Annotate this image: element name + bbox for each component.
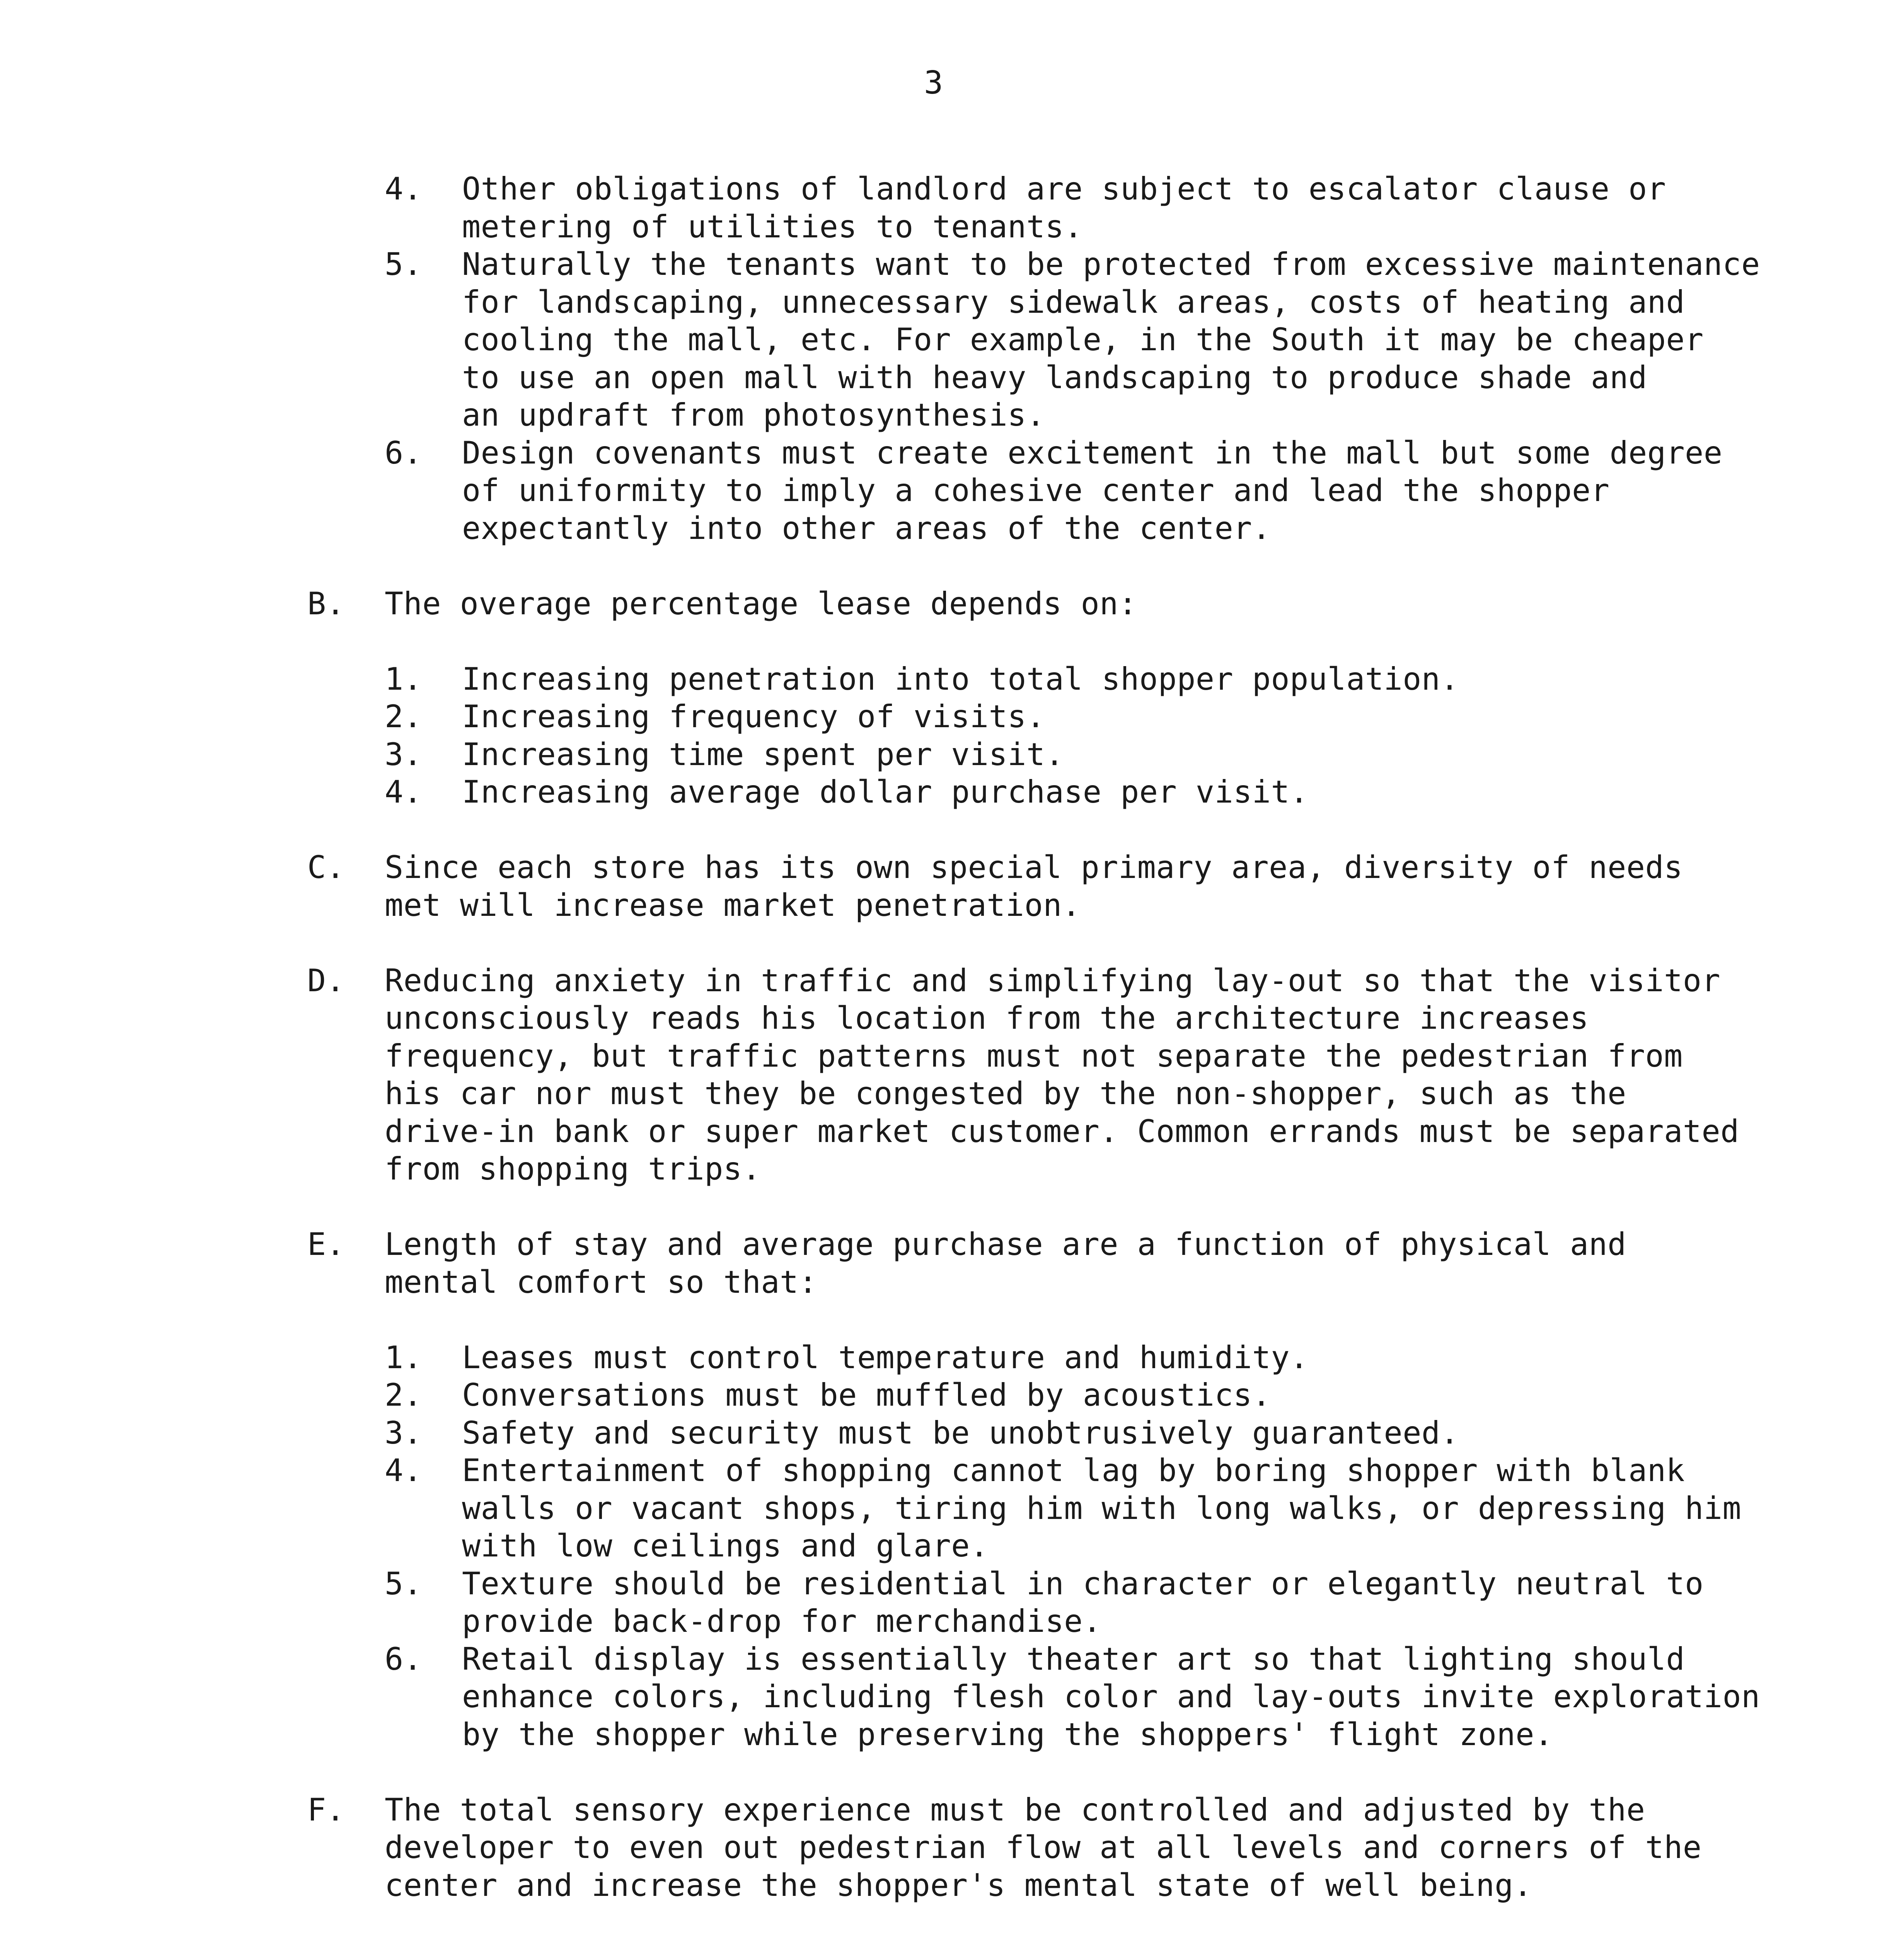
list-item [385, 1640, 1815, 1754]
section-b-list [385, 660, 1815, 811]
section-c [307, 849, 1815, 924]
list-item [385, 1565, 1815, 1640]
section-marker: F. [307, 1792, 345, 1828]
list-text: Increasing penetration into total shopper population. [462, 661, 1459, 697]
list-text: Increasing time spent per visit. [462, 736, 1064, 772]
list-marker: 3. [385, 1415, 423, 1451]
list-text: Leases must control temperature and humidity. [462, 1339, 1309, 1376]
list-marker: 4. [385, 774, 423, 810]
list-item [385, 1376, 1815, 1414]
section-text: Reducing anxiety in traffic and simplifying lay-out so that the visitor unconsciously reads his location from the architecture increases frequency, but traffic patterns must not separate the pedestrian from his car nor must they be congested by the non-shopper, such as the drive-in bank or super market customer. Common errands must be separated from shopping trips. [385, 962, 1739, 1187]
list-marker: 4. [385, 171, 423, 207]
list-text: Design covenants must create excitement in the mall but some degree of uniformity to imply a cohesive center and lead the shopper expectantly into other areas of the center. [462, 435, 1723, 546]
section-marker: D. [307, 962, 345, 999]
list-text: Increasing frequency of visits. [462, 699, 1045, 735]
section-e-list [385, 1339, 1815, 1754]
list-marker: 4. [385, 1452, 423, 1488]
list-text: Conversations must be muffled by acoustics. [462, 1377, 1271, 1413]
list-item [385, 1339, 1815, 1377]
list-marker: 1. [385, 1339, 423, 1376]
list-item [385, 1452, 1815, 1565]
continued-list [385, 170, 1815, 547]
list-marker: 6. [385, 1641, 423, 1677]
section-f [307, 1791, 1815, 1904]
list-text: Naturally the tenants want to be protected from excessive maintenance for landscaping, unnecessary sidewalk areas, costs of heating and cooling the mall, etc. For example, in the South it may be cheaper to use an open mall with heavy landscaping to produce shade and an updraft from photosynthesis. [462, 246, 1760, 433]
list-marker: 3. [385, 736, 423, 772]
list-marker: 1. [385, 661, 423, 697]
section-d [307, 962, 1815, 1188]
list-item [385, 245, 1815, 434]
list-text: Other obligations of landlord are subject to escalator clause or metering of utilities to tenants. [462, 171, 1666, 245]
section-text: The total sensory experience must be controlled and adjusted by the developer to even out pedestrian flow at all levels and corners of the center and increase the shopper's mental state of well being. [385, 1792, 1702, 1903]
list-item [385, 170, 1815, 245]
list-text: Increasing average dollar purchase per visit. [462, 774, 1309, 810]
section-marker: B. [307, 585, 345, 622]
section-text: Since each store has its own special primary area, diversity of needs met will increase market penetration. [385, 849, 1683, 923]
list-item [385, 660, 1815, 698]
list-item [385, 698, 1815, 736]
section-text: The overage percentage lease depends on: [385, 585, 1137, 622]
list-text: Safety and security must be unobtrusively guaranteed. [462, 1415, 1459, 1451]
list-marker: 2. [385, 1377, 423, 1413]
document-body [307, 170, 1815, 1904]
section-b [307, 585, 1815, 623]
list-item [385, 1414, 1815, 1452]
section-marker: E. [307, 1226, 345, 1262]
list-item [385, 736, 1815, 774]
list-marker: 2. [385, 699, 423, 735]
list-marker: 6. [385, 435, 423, 471]
page-number: 3 [924, 65, 943, 101]
list-item [385, 434, 1815, 547]
list-text: Entertainment of shopping cannot lag by boring shopper with blank walls or vacant shops, tiring him with long walks, or depressing him with low ceilings and glare. [462, 1452, 1742, 1564]
section-text: Length of stay and average purchase are a function of physical and mental comfort so that: [385, 1226, 1626, 1300]
section-marker: C. [307, 849, 345, 885]
list-marker: 5. [385, 1565, 423, 1602]
list-text: Texture should be residential in character or elegantly neutral to provide back-drop for merchandise. [462, 1565, 1704, 1639]
list-text: Retail display is essentially theater art so that lighting should enhance colors, including flesh color and lay-outs invite exploration by the shopper while preserving the shoppers' flight zone. [462, 1641, 1760, 1752]
list-marker: 5. [385, 246, 423, 282]
list-item [385, 773, 1815, 811]
section-e [307, 1226, 1815, 1301]
